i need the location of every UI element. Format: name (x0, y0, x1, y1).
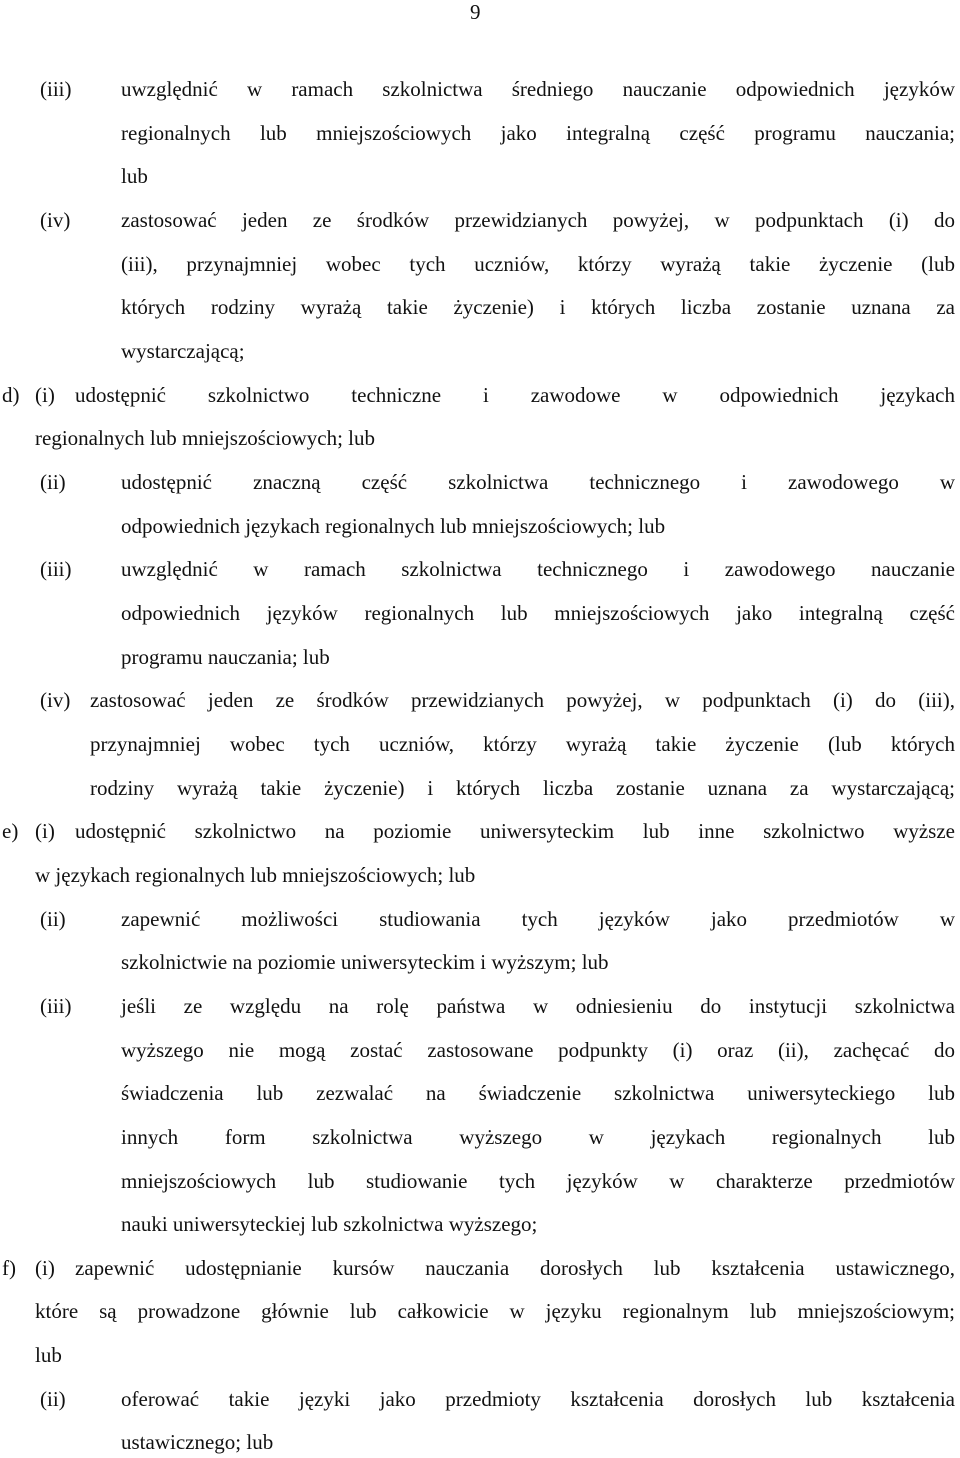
item-label: (iii) (40, 994, 72, 1018)
text-line: mniejszościowych lub studiowanie tych języków w charakterze przedmiotów (121, 1169, 955, 1193)
text-line: które są prowadzone głównie lub całkowicie w języku regionalnym lub mniejszościowym; (35, 1299, 955, 1323)
text-line: uwzględnić w ramach szkolnictwa średniego nauczanie odpowiednich języków (121, 77, 955, 101)
item-label: (i) (35, 383, 55, 407)
text-line: udostępnić szkolnictwo techniczne i zawodowe w odpowiednich językach (75, 383, 955, 407)
text-line: zastosować jeden ze środków przewidzianych powyżej, w podpunktach (i) do (121, 208, 955, 232)
text-line: nauki uniwersyteckiej lub szkolnictwa wyższego; (121, 1212, 538, 1236)
text-line: ustawicznego; lub (121, 1430, 274, 1454)
item-label: (iv) (40, 688, 71, 712)
text-line: udostępnić znaczną część szkolnictwa technicznego i zawodowego w (121, 470, 955, 494)
text-line: przynajmniej wobec tych uczniów, którzy wyrażą takie życzenie (lub których (90, 732, 955, 756)
item-label: (i) (35, 1256, 55, 1280)
text-line: regionalnych lub mniejszościowych jako integralną część programu nauczania; (121, 121, 955, 145)
text-line: świadczenia lub zezwalać na świadczenie szkolnictwa uniwersyteckiego lub (121, 1081, 955, 1105)
text-line: odpowiednich języków regionalnych lub mniejszościowych jako integralną część (121, 601, 955, 625)
item-label: (ii) (40, 470, 66, 494)
item-label: (ii) (40, 1387, 66, 1411)
text-line: których rodziny wyrażą takie życzenie) i których liczba zostanie uznana za (121, 295, 955, 319)
text-line: jeśli ze względu na rolę państwa w odniesieniu do instytucji szkolnictwa (121, 994, 955, 1018)
text-line: programu nauczania; lub (121, 645, 330, 669)
page-number: 9 (470, 0, 481, 24)
text-line: (iii), przynajmniej wobec tych uczniów, którzy wyrażą takie życzenie (lub (121, 252, 955, 276)
item-label: (iii) (40, 557, 72, 581)
section-letter: e) (2, 819, 19, 843)
section-letter: d) (2, 383, 20, 407)
text-line: wystarczającą; (121, 339, 245, 363)
text-line: udostępnić szkolnictwo na poziomie uniwersyteckim lub inne szkolnictwo wyższe (75, 819, 955, 843)
item-label: (ii) (40, 907, 66, 931)
item-label: (i) (35, 819, 55, 843)
text-line: lub (121, 164, 148, 188)
text-line: lub (35, 1343, 62, 1367)
item-label: (iv) (40, 208, 71, 232)
item-label: (iii) (40, 77, 72, 101)
text-line: zastosować jeden ze środków przewidzianych powyżej, w podpunktach (i) do (iii), (90, 688, 955, 712)
text-line: wyższego nie mogą zostać zastosowane podpunkty (i) oraz (ii), zachęcać do (121, 1038, 955, 1062)
section-letter: f) (2, 1256, 16, 1280)
text-line: zapewnić udostępnianie kursów nauczania dorosłych lub kształcenia ustawicznego, (75, 1256, 955, 1280)
text-line: odpowiednich językach regionalnych lub mniejszościowych; lub (121, 514, 666, 538)
text-line: regionalnych lub mniejszościowych; lub (35, 426, 376, 450)
text-line: oferować takie języki jako przedmioty kształcenia dorosłych lub kształcenia (121, 1387, 955, 1411)
text-line: szkolnictwie na poziomie uniwersyteckim i wyższym; lub (121, 950, 609, 974)
text-line: rodziny wyrażą takie życzenie) i których liczba zostanie uznana za wystarczającą; (90, 776, 955, 800)
text-line: innych form szkolnictwa wyższego w językach regionalnych lub (121, 1125, 955, 1149)
text-line: uwzględnić w ramach szkolnictwa technicznego i zawodowego nauczanie (121, 557, 955, 581)
text-line: w językach regionalnych lub mniejszościowych; lub (35, 863, 476, 887)
text-line: zapewnić możliwości studiowania tych języków jako przedmiotów w (121, 907, 955, 931)
